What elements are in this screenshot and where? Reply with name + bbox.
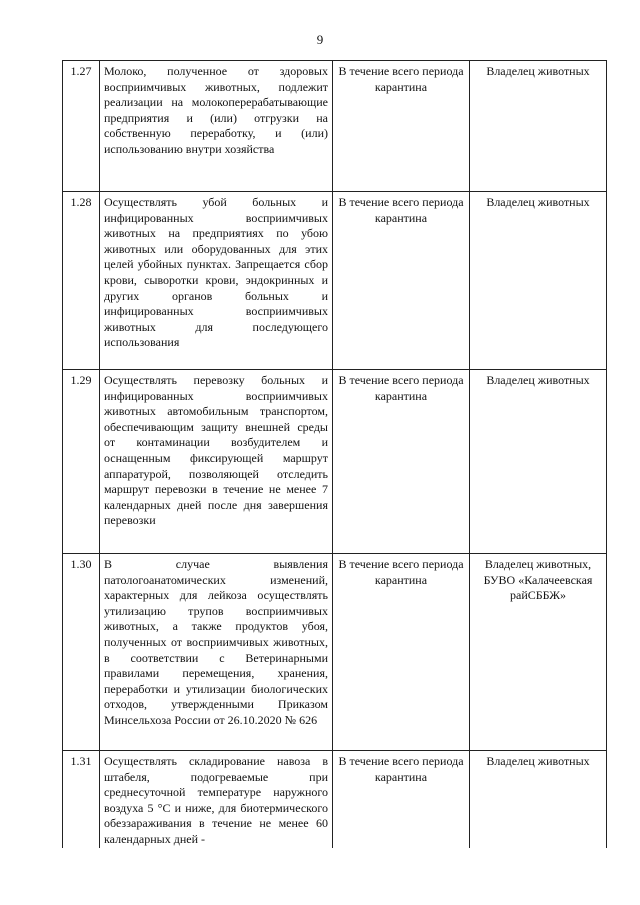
measures-table xyxy=(62,60,607,848)
term-cell: В течение всего периода карантина xyxy=(333,192,470,370)
measure-text: В случае выявления патологоанатомических изменений, характерных для лейкоза осуществлять утилизацию трупов восприимчивых животных, а также продуктов убоя, полученных от восприимчивых животных, в соответствии с Ветеринарными правилами перемещения, хранения, переработки и утилизации биологических отходов, утвержденными Приказом Минсельхоза России от 26.10.2020 № 626 xyxy=(100,554,333,751)
table-row xyxy=(63,370,607,554)
responsible-cell: Владелец животных xyxy=(470,61,607,192)
measure-text: Осуществлять перевозку больных и инфицированных восприимчивых животных автомобильным транспортом, обеспечивающим защиту внешней среды от контаминации возбудителем и оснащенным фиксирующей маршрут аппаратурой, позволяющей отследить маршрут перевозки в течение не менее 7 календарных дней после дня завершения перевозки xyxy=(100,370,333,554)
page-number: 9 xyxy=(316,32,324,47)
measure-text: Осуществлять убой больных и инфицированных восприимчивых животных на предприятиях по убою животных или оборудованных для этих целей убойных пунктах. Запрещается сбор крови, сыворотки крови, эндокринных и других органов больных и инфицированных восприимчивых животных для последующего использования xyxy=(100,192,333,370)
term-cell: В течение всего периода карантина xyxy=(333,554,470,751)
table-row xyxy=(63,751,607,848)
measure-text: Осуществлять складирование навоза в штабеля, подогреваемые при среднесуточной температуре наружного воздуха 5 °С и ниже, для биотермического обеззараживания в течение не менее 60 календарных дней - xyxy=(100,751,333,848)
row-number: 1.31 xyxy=(63,751,100,848)
term-cell: В течение всего периода карантина xyxy=(333,61,470,192)
table-row xyxy=(63,554,607,751)
row-number: 1.30 xyxy=(63,554,100,751)
responsible-cell: Владелец животных xyxy=(470,751,607,848)
row-number: 1.28 xyxy=(63,192,100,370)
measure-text: Молоко, полученное от здоровых восприимчивых животных, подлежит реализации на молокоперерабатывающие предприятия и (или) отгрузки на собственную переработку, и (или) использованию внутри хозяйства xyxy=(100,61,333,192)
responsible-cell: Владелец животных xyxy=(470,370,607,554)
term-cell: В течение всего периода карантина xyxy=(333,751,470,848)
row-number: 1.29 xyxy=(63,370,100,554)
term-cell: В течение всего периода карантина xyxy=(333,370,470,554)
row-number: 1.27 xyxy=(63,61,100,192)
responsible-cell: Владелец животных xyxy=(470,192,607,370)
table-row xyxy=(63,192,607,370)
table-row xyxy=(63,61,607,192)
responsible-cell: Владелец животных, БУВО «Калачеевская райСББЖ» xyxy=(470,554,607,751)
